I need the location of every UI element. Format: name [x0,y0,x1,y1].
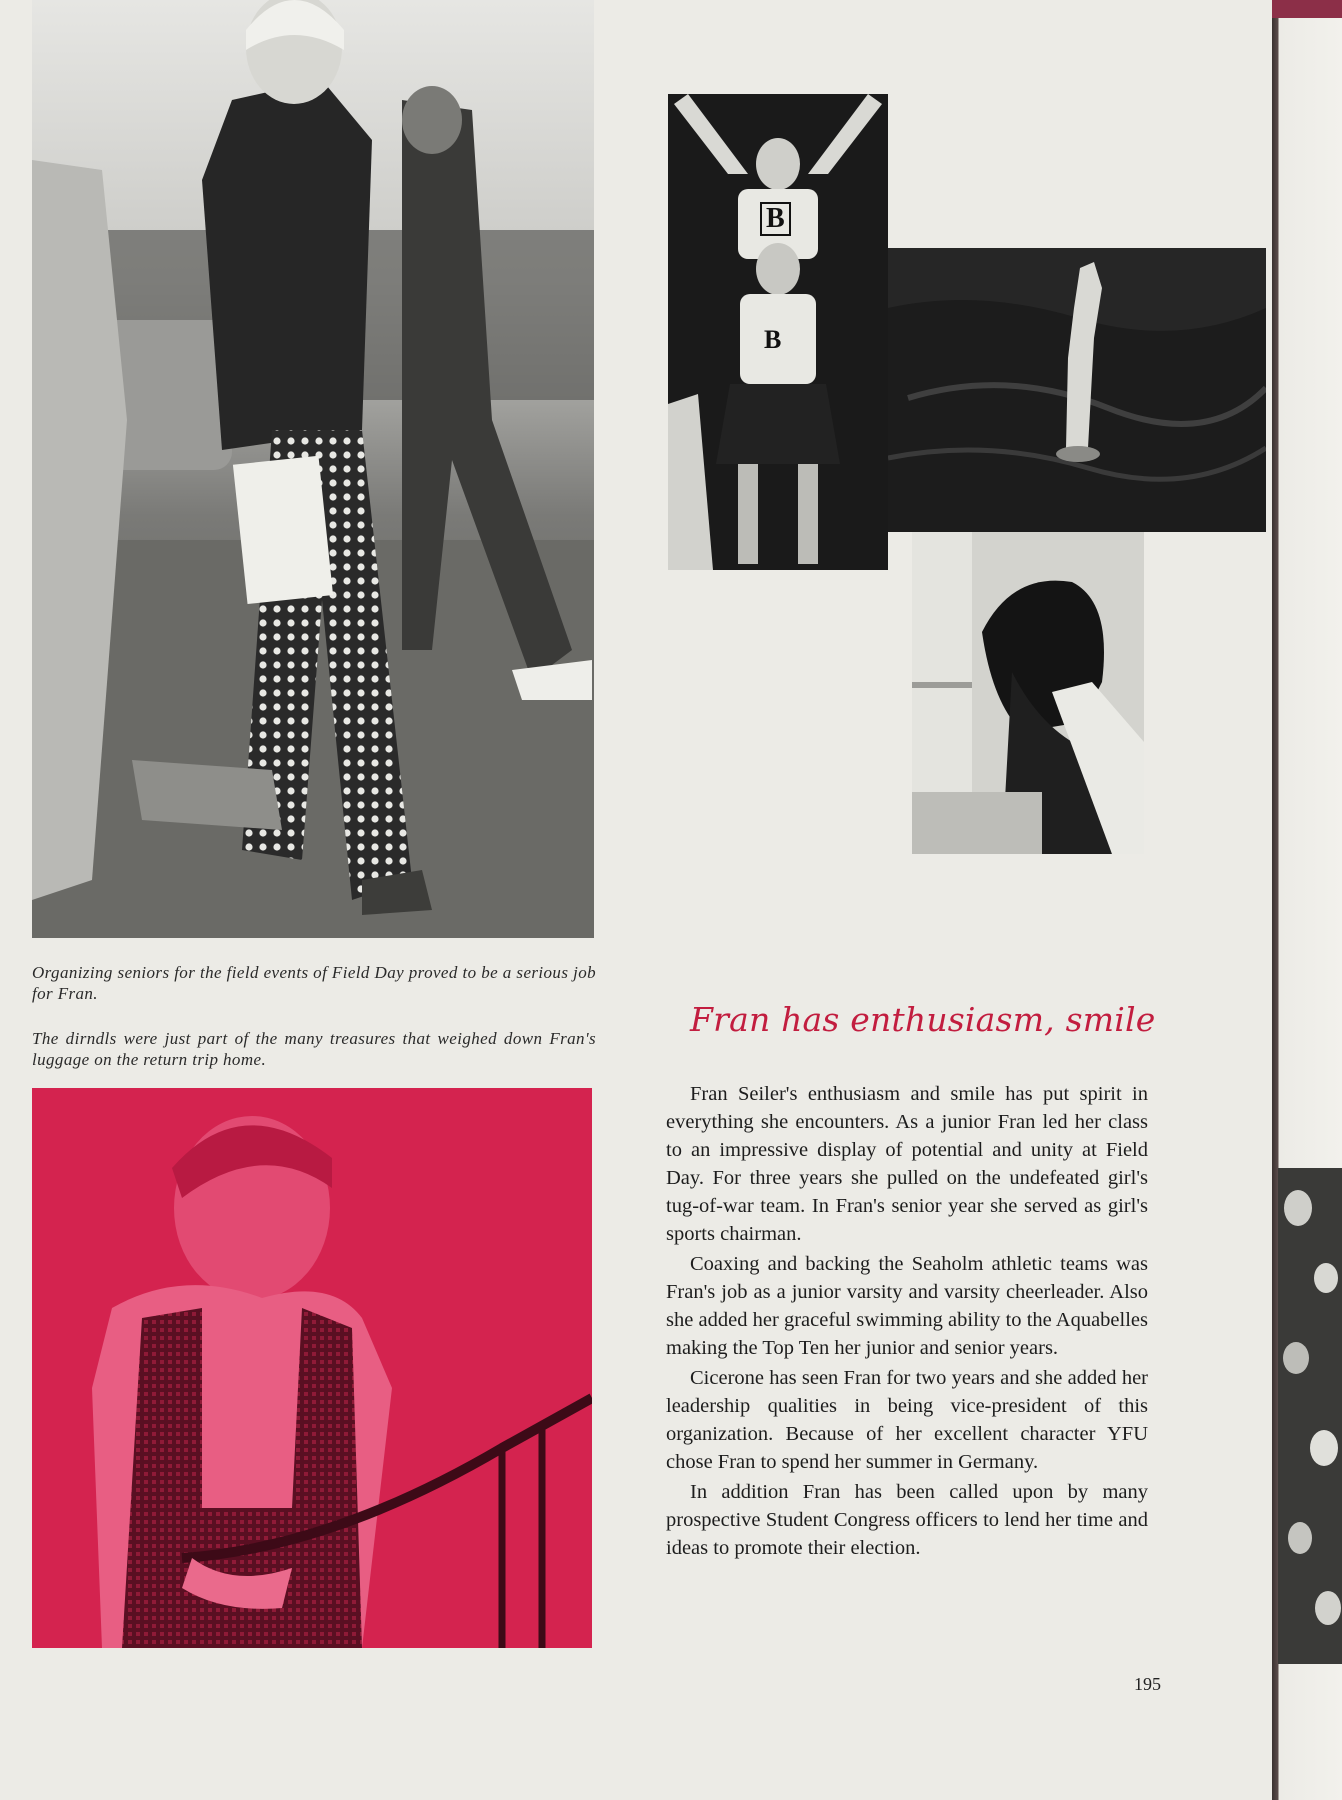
field-day-caption: Organizing seniors for the field events of Field Day proved to be a serious job for Fran. [32,963,596,1003]
article-paragraph: Cicerone has seen Fran for two years and she added her leadership qualities in being vice-president of this organization. Because of her excellent character YFU chose Fran to spend her summer in Germany. [666,1367,1148,1473]
study-photo [912,532,1144,854]
swimming-photo [888,248,1266,532]
article-paragraph: Fran Seiler's enthusiasm and smile has put spirit in everything she encounters. As a junior Fran led her class to an impressive display of potential and unity at Field Day. For three years she pulled on the undefeated girl's tug-of-war team. In Fran's senior year she served as girl's sports chairman. [666,1083,1148,1245]
dirndl-photo [32,1088,592,1648]
dirndl-caption: The dirndls were just part of the many treasures that weighed down Fran's luggage on the return trip home. [32,1029,596,1069]
adjacent-page-photo [1278,1168,1342,1664]
article-paragraph: In addition Fran has been called upon by many prospective Student Congress officers to lend her time and ideas to promote their election. [666,1481,1148,1559]
article-paragraph: Coaxing and backing the Seaholm athletic teams was Fran's job as a junior varsity and varsity cheerleader. Also she added her graceful swimming ability to the Aquabelles making the Top Ten her junior and senior years. [666,1253,1148,1359]
cheer-letter-upper: B [760,202,791,236]
field-day-photo [32,0,594,938]
adjacent-page-accent [1272,0,1342,18]
article-body [666,1080,1148,1564]
cheerleaders-photo [668,94,888,570]
cheer-letter-lower: B [764,325,782,354]
article-headline: Fran has enthusiasm, smile [690,1000,1156,1039]
page-number: 195 [1134,1674,1161,1694]
